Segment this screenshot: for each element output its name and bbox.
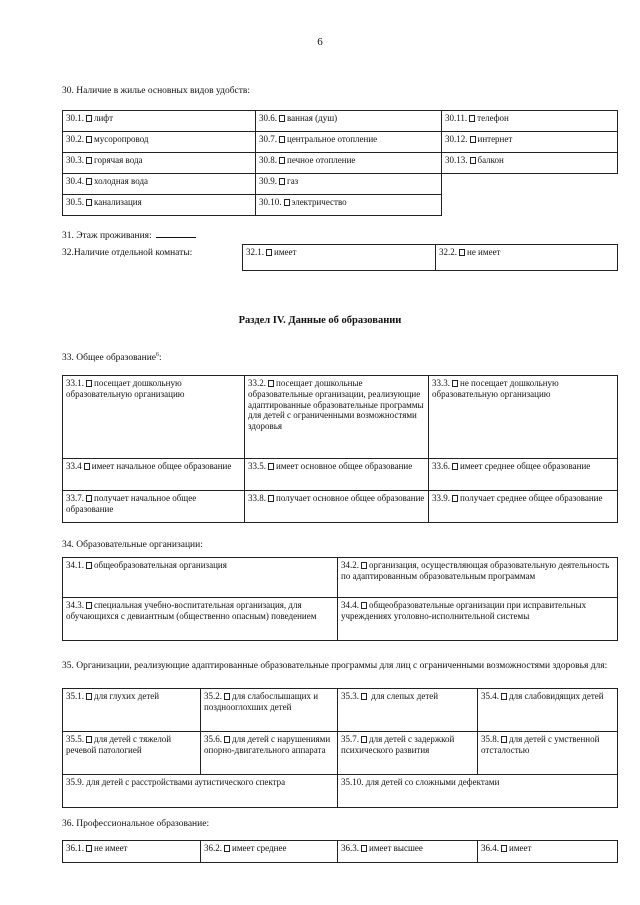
q35-title: 35. Организации, реализующие адаптированные образовательные программы для лиц с ограниченными возможностями здоровья для: <box>62 661 608 671</box>
option-33-7[interactable]: 33.7. получает начальное общее образование <box>63 491 245 523</box>
option-30-6[interactable]: 30.6. ванная (душ) <box>256 111 442 132</box>
option-30-10[interactable]: 30.10. электричество <box>256 195 442 216</box>
option-32-2[interactable]: 32.2. не имеет <box>436 245 618 271</box>
empty-cell <box>442 195 618 216</box>
option-33-2[interactable]: 33.2. посещает дошкольные образовательные организации, реализующие адаптированные образовательные программы для детей с ограниченными возможностями здоровья <box>245 376 429 459</box>
empty-cell <box>442 174 618 195</box>
q34-title: 34. Образовательные организации: <box>62 540 203 550</box>
option-36-4[interactable]: 36.4. имеет <box>478 841 618 863</box>
checkbox-icon[interactable] <box>86 693 92 700</box>
option-30-11[interactable]: 30.11. телефон <box>442 111 618 132</box>
checkbox-icon[interactable] <box>361 602 367 609</box>
q32-room-table <box>242 244 618 271</box>
option-30-1[interactable]: 30.1. лифт <box>63 111 256 132</box>
checkbox-icon[interactable] <box>86 136 92 143</box>
option-30-4[interactable]: 30.4. холодная вода <box>63 174 256 195</box>
section-heading: Раздел IV. Данные об образовании <box>238 315 402 326</box>
checkbox-icon[interactable] <box>501 693 507 700</box>
checkbox-icon[interactable] <box>452 380 458 387</box>
option-35-6[interactable]: 35.6. для детей с нарушениями опорно-двигательного аппарата <box>201 732 338 775</box>
checkbox-icon[interactable] <box>279 178 285 185</box>
checkbox-icon[interactable] <box>86 736 92 743</box>
option-33-9[interactable]: 33.9. получает среднее общее образование <box>429 491 618 523</box>
checkbox-icon[interactable] <box>86 495 92 502</box>
checkbox-icon[interactable] <box>470 136 476 143</box>
checkbox-icon[interactable] <box>86 199 92 206</box>
checkbox-icon[interactable] <box>469 115 475 122</box>
option-30-9[interactable]: 30.9. газ <box>256 174 442 195</box>
checkbox-icon[interactable] <box>501 845 507 852</box>
checkbox-icon[interactable] <box>361 693 367 700</box>
checkbox-icon[interactable] <box>279 157 285 164</box>
page-number: 6 <box>317 36 323 48</box>
checkbox-icon[interactable] <box>224 845 230 852</box>
option-33-5[interactable]: 33.5. имеет основное общее образование <box>245 459 429 491</box>
option-33-4[interactable]: 33.4 имеет начальное общее образование <box>63 459 245 491</box>
option-35-10[interactable]: 35.10. для детей со сложными дефектами <box>338 775 618 808</box>
checkbox-icon[interactable] <box>361 736 367 743</box>
option-35-3[interactable]: 35.3. для слепых детей <box>338 689 478 732</box>
option-36-3[interactable]: 36.3. имеет высшее <box>338 841 478 863</box>
q33-education-table <box>62 375 618 523</box>
checkbox-icon[interactable] <box>86 562 92 569</box>
option-34-3[interactable]: 34.3. специальная учебно-воспитательная организация, для обучающихся с девиантным (общественно опасным) поведением <box>63 598 338 641</box>
checkbox-icon[interactable] <box>361 845 367 852</box>
q30-amenities-table <box>62 110 618 216</box>
option-30-8[interactable]: 30.8. печное отопление <box>256 153 442 174</box>
option-33-3[interactable]: 33.3. не посещает дошкольную образовательную организацию <box>429 376 618 459</box>
option-30-2[interactable]: 30.2. мусоропровод <box>63 132 256 153</box>
option-35-1[interactable]: 35.1. для глухих детей <box>63 689 201 732</box>
option-35-5[interactable]: 35.5. для детей с тяжелой речевой патологией <box>63 732 201 775</box>
option-33-8[interactable]: 33.8. получает основное общее образование <box>245 491 429 523</box>
checkbox-icon[interactable] <box>268 495 274 502</box>
option-33-1[interactable]: 33.1. посещает дошкольную образовательную организацию <box>63 376 245 459</box>
checkbox-icon[interactable] <box>86 845 92 852</box>
option-35-2[interactable]: 35.2. для слабослышащих и позднооглохших детей <box>201 689 338 732</box>
checkbox-icon[interactable] <box>224 736 230 743</box>
option-30-3[interactable]: 30.3. горячая вода <box>63 153 256 174</box>
q31-label: 31. Этаж проживания: <box>62 229 196 243</box>
footnote-marker: 6 <box>156 352 160 358</box>
option-30-13[interactable]: 30.13. балкон <box>442 153 618 174</box>
checkbox-icon[interactable] <box>224 693 230 700</box>
option-32-1[interactable]: 32.1. имеет <box>243 245 436 271</box>
checkbox-icon[interactable] <box>86 380 92 387</box>
checkbox-icon[interactable] <box>86 115 92 122</box>
checkbox-icon[interactable] <box>279 115 285 122</box>
option-35-7[interactable]: 35.7. для детей с задержкой психического развития <box>338 732 478 775</box>
option-34-1[interactable]: 34.1. общеобразовательная организация <box>63 558 338 598</box>
q33-title: 33. Общее образование$^6$: <box>62 352 162 364</box>
option-33-6[interactable]: 33.6. имеет среднее общее образование <box>429 459 618 491</box>
checkbox-icon[interactable] <box>266 249 272 256</box>
checkbox-icon[interactable] <box>86 157 92 164</box>
q30-title: 30. Наличие в жилье основных видов удобств: <box>62 86 251 96</box>
q36-title: 36. Профессиональное образование: <box>62 819 210 829</box>
checkbox-icon[interactable] <box>86 602 92 609</box>
option-36-1[interactable]: 36.1. не имеет <box>63 841 201 863</box>
checkbox-icon[interactable] <box>84 463 90 470</box>
option-30-7[interactable]: 30.7. центральное отопление <box>256 132 442 153</box>
checkbox-icon[interactable] <box>86 178 92 185</box>
option-36-2[interactable]: 36.2. имеет среднее <box>201 841 338 863</box>
option-35-4[interactable]: 35.4. для слабовидящих детей <box>478 689 618 732</box>
checkbox-icon[interactable] <box>279 136 285 143</box>
floor-input[interactable] <box>156 229 196 238</box>
option-30-5[interactable]: 30.5. канализация <box>63 195 256 216</box>
checkbox-icon[interactable] <box>470 157 476 164</box>
q36-professional-table <box>62 840 618 863</box>
option-35-8[interactable]: 35.8. для детей с умственной отсталостью <box>478 732 618 775</box>
q34-organizations-table <box>62 557 618 641</box>
checkbox-icon[interactable] <box>452 463 458 470</box>
checkbox-icon[interactable] <box>268 380 274 387</box>
checkbox-icon[interactable] <box>361 562 367 569</box>
q35-adapted-programs-table <box>62 688 618 808</box>
checkbox-icon[interactable] <box>501 736 507 743</box>
q32-label: 32.Наличие отдельной комнаты: <box>62 248 193 258</box>
checkbox-icon[interactable] <box>268 463 274 470</box>
option-35-9[interactable]: 35.9. для детей с расстройствами аутистического спектра <box>63 775 338 808</box>
option-34-2[interactable]: 34.2. организация, осуществляющая образовательную деятельность по адаптированным образовательным программам <box>338 558 618 598</box>
option-30-12[interactable]: 30.12. интернет <box>442 132 618 153</box>
checkbox-icon[interactable] <box>459 249 465 256</box>
checkbox-icon[interactable] <box>284 199 290 206</box>
option-34-4[interactable]: 34.4. общеобразовательные организации при исправительных учреждениях уголовно-исполнительной системы <box>338 598 618 641</box>
checkbox-icon[interactable] <box>452 495 458 502</box>
